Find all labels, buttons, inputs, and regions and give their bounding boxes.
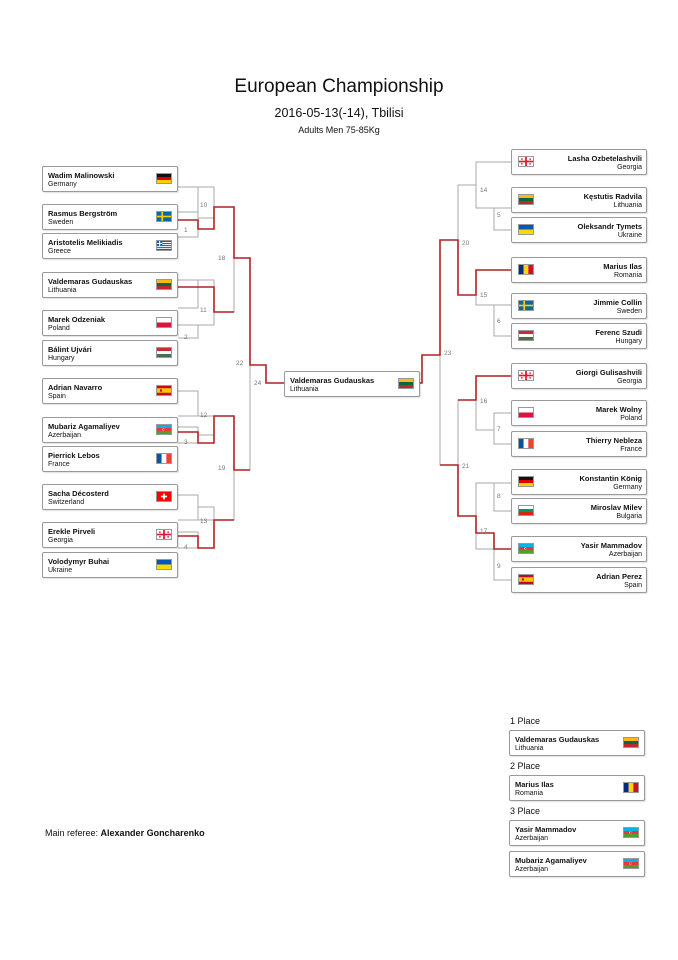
lithuania-flag-icon <box>156 279 172 290</box>
competitor-country: Spain <box>624 582 642 589</box>
competitor-country: Germany <box>613 484 642 491</box>
romania-flag-icon <box>518 264 534 275</box>
first-place-box[interactable] <box>509 730 645 756</box>
referee-name: Alexander Goncharenko <box>100 828 205 838</box>
competitor-name: Marius Ilas <box>603 262 642 271</box>
match-number: 17 <box>480 528 488 535</box>
competitor-box[interactable] <box>511 187 647 213</box>
bracket-line <box>178 532 198 548</box>
main-referee <box>45 828 205 838</box>
match-number: 16 <box>480 398 488 405</box>
romania-flag-icon <box>623 782 639 793</box>
competitor-country: Georgia <box>617 164 642 171</box>
competitor-country: Poland <box>620 415 642 422</box>
france-flag-icon <box>156 453 172 464</box>
weight-category: Adults Men 75-85Kg <box>298 125 380 135</box>
competitor-box[interactable] <box>511 498 647 524</box>
competitor-box[interactable] <box>42 378 178 404</box>
match-number: 13 <box>200 518 208 525</box>
competitor-country: Azerbaijan <box>515 835 549 842</box>
competitor-box[interactable] <box>42 552 178 578</box>
georgia-flag-icon <box>518 370 534 381</box>
competitor-box[interactable] <box>42 233 178 259</box>
competitor-name: Mubariz Agamaliyev <box>48 422 120 431</box>
bracket-line <box>178 187 198 212</box>
competitor-country: Azerbaijan <box>608 551 642 558</box>
sweden-flag-icon <box>518 300 534 311</box>
competitor-name: Oleksandr Tymets <box>577 222 642 231</box>
competitor-country: Romania <box>515 790 544 797</box>
competitor-country: Lithuania <box>613 202 642 209</box>
competitor-name: Lasha Ozbetelashvili <box>567 154 642 163</box>
match-number: 15 <box>480 292 488 299</box>
bracket-line <box>178 212 198 237</box>
match-number: 9 <box>497 563 501 570</box>
competitor-box[interactable] <box>511 431 647 457</box>
competitor-name: Sacha Décosterd <box>48 489 109 498</box>
match-number: 7 <box>497 426 501 433</box>
competitor-country: Ukraine <box>617 232 642 239</box>
winner-path-line <box>406 240 512 383</box>
match-number: 14 <box>480 187 488 194</box>
competitor-country: Romania <box>613 272 642 279</box>
winner-path-line <box>458 376 512 400</box>
ukraine-flag-icon <box>518 224 534 235</box>
competitor-box[interactable] <box>511 469 647 495</box>
match-number: 11 <box>200 307 207 314</box>
spain-flag-icon <box>518 574 534 585</box>
winner-name: Valdemaras Gudauskas <box>290 376 375 385</box>
competitor-country: Bulgaria <box>616 513 642 520</box>
second-place-label: 2 Place <box>510 761 541 771</box>
bracket-line <box>476 162 512 208</box>
first-place-label: 1 Place <box>510 716 541 726</box>
poland-flag-icon <box>156 317 172 328</box>
competitor-box[interactable] <box>511 400 647 426</box>
switzerland-flag-icon <box>156 491 172 502</box>
match-number: 3 <box>184 439 188 446</box>
lithuania-flag-icon <box>398 378 414 389</box>
competitor-box[interactable] <box>42 340 178 366</box>
match-number: 4 <box>184 544 188 551</box>
competitor-country: Ukraine <box>48 567 73 574</box>
match-number: 21 <box>462 463 470 470</box>
event-date-location: 2016-05-13(-14), Tbilisi <box>274 106 404 120</box>
competitor-name: Ferenc Szudi <box>595 328 642 337</box>
germany-flag-icon <box>156 173 172 184</box>
competitor-country: Lithuania <box>48 287 77 294</box>
competitor-box[interactable] <box>42 272 178 298</box>
competitor-name: Yasir Mammadov <box>580 541 642 550</box>
competitor-name: Valdemaras Gudauskas <box>48 277 133 286</box>
match-number: 18 <box>218 255 226 262</box>
greece-flag-icon <box>156 240 172 251</box>
france-flag-icon <box>518 438 534 449</box>
competitor-country: Lithuania <box>515 745 544 752</box>
azerbaijan-flag-icon <box>623 827 639 838</box>
competitor-name: Konstantin König <box>579 474 642 483</box>
poland-flag-icon <box>518 407 534 418</box>
match-number: 12 <box>200 412 208 419</box>
competitor-country: Switzerland <box>48 499 85 506</box>
competitor-name: Wadim Malinowski <box>48 171 115 180</box>
competitor-box[interactable] <box>511 567 647 593</box>
sweden-flag-icon <box>156 211 172 222</box>
competitor-box[interactable] <box>42 204 178 230</box>
spain-flag-icon <box>156 385 172 396</box>
bracket-line <box>178 427 198 443</box>
match-number: 19 <box>218 465 226 472</box>
competitor-name: Miroslav Milev <box>590 503 642 512</box>
competitor-box[interactable] <box>511 363 647 389</box>
competitor-name: Yasir Mammadov <box>515 825 577 834</box>
match-number: 23 <box>444 350 452 357</box>
competitor-box[interactable] <box>511 323 647 349</box>
competitor-name: Mubariz Agamaliyev <box>515 856 587 865</box>
match-number: 20 <box>462 240 470 247</box>
referee-label: Main referee: <box>45 828 99 838</box>
match-number: 2 <box>184 334 188 341</box>
bracket-line <box>178 391 198 416</box>
competitor-box[interactable] <box>42 446 178 472</box>
competitor-country: France <box>48 461 70 468</box>
competitor-name: Marek Odzeniak <box>48 315 106 324</box>
winner-path-line <box>178 207 286 383</box>
germany-flag-icon <box>518 476 534 487</box>
match-number: 8 <box>497 493 501 500</box>
competitor-country: France <box>620 446 642 453</box>
competitor-country: Hungary <box>615 338 642 345</box>
bracket-line <box>178 325 198 338</box>
competitor-country: Sweden <box>616 308 642 315</box>
competitor-name: Valdemaras Gudauskas <box>515 735 600 744</box>
bracket-line <box>476 483 494 549</box>
competitor-name: Jimmie Collin <box>593 298 642 307</box>
competitor-box[interactable] <box>511 257 647 283</box>
hungary-flag-icon <box>156 347 172 358</box>
competitor-name: Rasmus Bergström <box>48 209 118 218</box>
third-place-box[interactable] <box>509 820 645 846</box>
azerbaijan-flag-icon <box>518 543 534 554</box>
second-place-box[interactable] <box>509 775 645 801</box>
competitor-country: Georgia <box>617 378 642 385</box>
lithuania-flag-icon <box>518 194 534 205</box>
competitor-box[interactable] <box>42 484 178 510</box>
competitor-box[interactable] <box>511 149 647 175</box>
competitor-name: Kęstutis Radvila <box>583 192 642 201</box>
match-number: 5 <box>497 212 501 219</box>
bulgaria-flag-icon <box>518 505 534 516</box>
competitor-country: Sweden <box>48 219 74 226</box>
competitor-country: Hungary <box>48 355 75 362</box>
competitor-name: Thierry Nebleza <box>586 436 642 445</box>
competitor-name: Marius Ilas <box>515 780 554 789</box>
competitor-box[interactable] <box>511 217 647 243</box>
competitor-box[interactable] <box>42 522 178 548</box>
azerbaijan-flag-icon <box>156 424 172 435</box>
georgia-flag-icon <box>156 529 172 540</box>
page-title: European Championship <box>234 76 444 97</box>
competitor-country: Georgia <box>48 537 73 544</box>
match-number: 1 <box>184 227 188 234</box>
competitor-country: Azerbaijan <box>515 866 549 873</box>
competitor-name: Marek Wolny <box>595 405 642 414</box>
competitor-country: Greece <box>48 248 71 255</box>
final-winner-box[interactable] <box>284 371 420 397</box>
match-number: 10 <box>200 202 208 209</box>
competitor-box[interactable] <box>511 293 647 319</box>
competitor-name: Bálint Ujvári <box>48 345 92 354</box>
competitor-box[interactable] <box>42 417 178 443</box>
winner-country: Lithuania <box>290 386 319 393</box>
competitor-name: Adrian Perez <box>596 572 642 581</box>
bracket-line <box>458 400 476 516</box>
competitor-name: Aristotelis Melikiadis <box>48 238 123 247</box>
ukraine-flag-icon <box>156 559 172 570</box>
georgia-flag-icon <box>518 156 534 167</box>
competitor-country: Poland <box>48 325 70 332</box>
lithuania-flag-icon <box>623 737 639 748</box>
azerbaijan-flag-icon <box>623 858 639 869</box>
third-place-box[interactable] <box>509 851 645 877</box>
third-place-label: 3 Place <box>510 806 541 816</box>
competitor-box[interactable] <box>511 536 647 562</box>
competitor-country: Germany <box>48 181 77 188</box>
competitor-name: Pierrick Lebos <box>48 451 100 460</box>
bracket-line <box>178 280 198 308</box>
match-number: 6 <box>497 318 501 325</box>
competitor-name: Giorgi Gulisashvili <box>575 368 642 377</box>
match-number: 22 <box>236 360 244 367</box>
competitor-name: Erekle Pirveli <box>48 527 96 536</box>
competitor-name: Volodymyr Buhai <box>48 557 110 566</box>
competitor-country: Spain <box>48 393 66 400</box>
competitor-box[interactable] <box>42 310 178 336</box>
bracket-line <box>178 495 198 520</box>
competitor-box[interactable] <box>42 166 178 192</box>
competitor-country: Azerbaijan <box>48 432 82 439</box>
match-number: 24 <box>254 380 262 387</box>
bracket-line <box>476 270 512 305</box>
competitor-name: Adrian Navarro <box>48 383 103 392</box>
hungary-flag-icon <box>518 330 534 341</box>
